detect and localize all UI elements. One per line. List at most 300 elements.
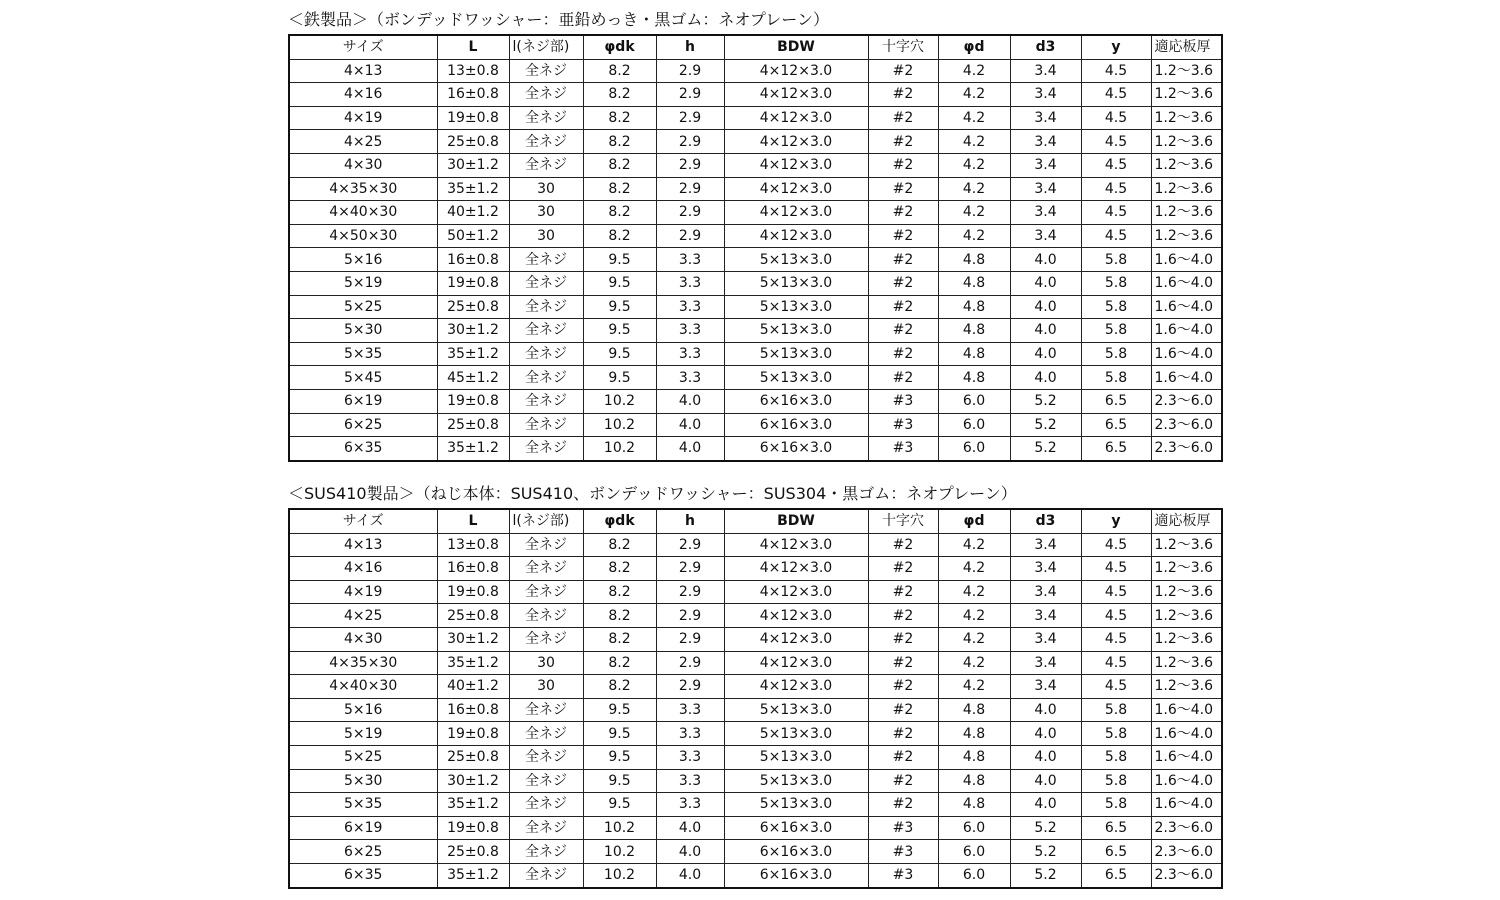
table-cell: 9.5 (583, 722, 656, 746)
table-cell: 5.8 (1081, 319, 1151, 343)
table-cell: #3 (868, 840, 938, 864)
table-cell: 9.5 (583, 793, 656, 817)
table-row (289, 557, 1222, 581)
table-cell: #2 (868, 533, 938, 557)
table-cell: #2 (868, 83, 938, 107)
table-cell: 5×25 (289, 745, 437, 769)
table-row (289, 130, 1222, 154)
table-cell: 30 (509, 201, 583, 225)
table-cell: 2.3〜6.0 (1151, 389, 1222, 413)
table-cell: 4×12×3.0 (724, 651, 868, 675)
table-cell: 4.0 (1010, 319, 1081, 343)
table-cell: 4.2 (938, 59, 1010, 83)
table-cell: 35±1.2 (437, 342, 509, 366)
table-cell: 2.9 (656, 651, 724, 675)
table-cell: 4.8 (938, 793, 1010, 817)
table-cell: 30 (509, 675, 583, 699)
table-cell: 1.6〜4.0 (1151, 295, 1222, 319)
table-cell: 全ネジ (509, 437, 583, 461)
table-cell: 1.2〜3.6 (1151, 604, 1222, 628)
table-cell: #2 (868, 580, 938, 604)
table-cell: 4.8 (938, 745, 1010, 769)
table-cell: 6×16×3.0 (724, 437, 868, 461)
table-cell: 2.9 (656, 557, 724, 581)
column-header: φd (938, 509, 1010, 533)
table-caption: ＜鉄製品＞（ボンデッドワッシャー：亜鉛めっき・黒ゴム：ネオプレーン） (288, 10, 829, 29)
table-cell: 4.0 (656, 389, 724, 413)
table-row (289, 651, 1222, 675)
table-cell: 1.2〜3.6 (1151, 224, 1222, 248)
table-cell: 6×19 (289, 816, 437, 840)
table-cell: 全ネジ (509, 153, 583, 177)
table-cell: 6.5 (1081, 389, 1151, 413)
table-cell: 30 (509, 177, 583, 201)
table-cell: 3.3 (656, 366, 724, 390)
spec-table (288, 508, 1223, 889)
table-cell: #2 (868, 342, 938, 366)
table-cell: 全ネジ (509, 366, 583, 390)
table-row (289, 224, 1222, 248)
table-cell: 9.5 (583, 319, 656, 343)
table-cell: 5×13×3.0 (724, 793, 868, 817)
table-cell: 3.4 (1010, 580, 1081, 604)
column-header: h (656, 509, 724, 533)
table-cell: 19±0.8 (437, 580, 509, 604)
table-cell: #2 (868, 557, 938, 581)
table-cell: 30 (509, 651, 583, 675)
table-row (289, 698, 1222, 722)
table-cell: 10.2 (583, 840, 656, 864)
column-header: h (656, 35, 724, 59)
table-cell: 4×35×30 (289, 651, 437, 675)
table-row (289, 863, 1222, 887)
table-cell: #2 (868, 59, 938, 83)
table-cell: 8.2 (583, 130, 656, 154)
table-cell: 2.9 (656, 153, 724, 177)
table-cell: 全ネジ (509, 533, 583, 557)
table-row (289, 437, 1222, 461)
table-cell: 4.8 (938, 248, 1010, 272)
table-cell: 2.9 (656, 59, 724, 83)
table-cell: 4.2 (938, 533, 1010, 557)
table-cell: 5×35 (289, 342, 437, 366)
table-row (289, 580, 1222, 604)
table-cell: 3.3 (656, 342, 724, 366)
table-cell: 6.0 (938, 816, 1010, 840)
table-cell: #2 (868, 248, 938, 272)
table-cell: 全ネジ (509, 745, 583, 769)
table-cell: 6×16×3.0 (724, 389, 868, 413)
table-cell: #2 (868, 106, 938, 130)
table-cell: 4.8 (938, 271, 1010, 295)
table-cell: 6.5 (1081, 816, 1151, 840)
table-cell: 4.5 (1081, 130, 1151, 154)
table-cell: 6×19 (289, 389, 437, 413)
column-header: BDW (724, 509, 868, 533)
column-header: サイズ (289, 35, 437, 59)
table-cell: 全ネジ (509, 83, 583, 107)
table-cell: 8.2 (583, 201, 656, 225)
table-cell: 3.3 (656, 271, 724, 295)
table-cell: #3 (868, 389, 938, 413)
table-cell: 6.5 (1081, 413, 1151, 437)
table-cell: 4.2 (938, 83, 1010, 107)
table-cell: 4×12×3.0 (724, 201, 868, 225)
table-cell: 5.8 (1081, 295, 1151, 319)
table-row (289, 177, 1222, 201)
table-cell: 2.9 (656, 177, 724, 201)
table-cell: 1.6〜4.0 (1151, 769, 1222, 793)
table-cell: 25±0.8 (437, 745, 509, 769)
table-cell: 全ネジ (509, 557, 583, 581)
table-cell: 13±0.8 (437, 59, 509, 83)
column-header: d3 (1010, 35, 1081, 59)
table-cell: 4×16 (289, 557, 437, 581)
table-cell: 全ネジ (509, 840, 583, 864)
table-cell: 2.9 (656, 604, 724, 628)
table-cell: 6.0 (938, 863, 1010, 887)
table-cell: 4×19 (289, 106, 437, 130)
table-cell: 10.2 (583, 413, 656, 437)
table-cell: 1.6〜4.0 (1151, 722, 1222, 746)
table-cell: 5×13×3.0 (724, 366, 868, 390)
table-cell: 4.8 (938, 342, 1010, 366)
table-cell: 4.0 (1010, 342, 1081, 366)
table-cell: 5×13×3.0 (724, 248, 868, 272)
table-row (289, 295, 1222, 319)
table-cell: 2.3〜6.0 (1151, 816, 1222, 840)
table-cell: 9.5 (583, 698, 656, 722)
column-header: l(ネジ部) (509, 35, 583, 59)
column-header: φdk (583, 35, 656, 59)
table-cell: 全ネジ (509, 722, 583, 746)
table-cell: 4.8 (938, 769, 1010, 793)
table-cell: 19±0.8 (437, 389, 509, 413)
table-cell: 5.2 (1010, 413, 1081, 437)
table-row (289, 389, 1222, 413)
table-cell: 4×16 (289, 83, 437, 107)
table-cell: 全ネジ (509, 580, 583, 604)
table-cell: 全ネジ (509, 295, 583, 319)
table-cell: 全ネジ (509, 413, 583, 437)
table-cell: #2 (868, 627, 938, 651)
table-cell: 30±1.2 (437, 319, 509, 343)
table-cell: 3.4 (1010, 651, 1081, 675)
table-cell: 4.8 (938, 295, 1010, 319)
table-cell: 4.2 (938, 557, 1010, 581)
table-cell: 3.3 (656, 698, 724, 722)
table-cell: #2 (868, 319, 938, 343)
table-cell: 3.4 (1010, 201, 1081, 225)
table-cell: 4.5 (1081, 533, 1151, 557)
table-cell: 8.2 (583, 106, 656, 130)
table-cell: 4.0 (1010, 722, 1081, 746)
table-cell: 3.4 (1010, 83, 1081, 107)
table-cell: 40±1.2 (437, 201, 509, 225)
table-cell: 3.4 (1010, 130, 1081, 154)
table-cell: 6.0 (938, 840, 1010, 864)
table-row (289, 769, 1222, 793)
table-cell: 3.3 (656, 295, 724, 319)
table-cell: 13±0.8 (437, 533, 509, 557)
table-cell: 10.2 (583, 389, 656, 413)
table-cell: 5×13×3.0 (724, 295, 868, 319)
table-cell: 2.3〜6.0 (1151, 413, 1222, 437)
table-cell: 6×16×3.0 (724, 863, 868, 887)
table-cell: 2.9 (656, 627, 724, 651)
table-cell: 4.5 (1081, 177, 1151, 201)
table-cell: 4.5 (1081, 59, 1151, 83)
table-cell: 4.2 (938, 130, 1010, 154)
table-cell: 4.0 (1010, 698, 1081, 722)
table-cell: 1.6〜4.0 (1151, 793, 1222, 817)
table-cell: 5×13×3.0 (724, 745, 868, 769)
table-row (289, 675, 1222, 699)
table-cell: 4.2 (938, 675, 1010, 699)
table-cell: #2 (868, 651, 938, 675)
table-cell: 2.3〜6.0 (1151, 437, 1222, 461)
table-cell: 全ネジ (509, 627, 583, 651)
table-row (289, 745, 1222, 769)
table-cell: 5.8 (1081, 722, 1151, 746)
table-cell: 19±0.8 (437, 271, 509, 295)
table-cell: 5.8 (1081, 769, 1151, 793)
table-row (289, 271, 1222, 295)
table-cell: #2 (868, 604, 938, 628)
table-cell: #2 (868, 224, 938, 248)
table-cell: 4.5 (1081, 201, 1151, 225)
table-cell: 全ネジ (509, 863, 583, 887)
table-cell: 3.4 (1010, 153, 1081, 177)
table-cell: 4×19 (289, 580, 437, 604)
section-sus410 (288, 482, 1223, 889)
table-cell: 2.9 (656, 83, 724, 107)
table-cell: 4.8 (938, 722, 1010, 746)
table-cell: 4.0 (1010, 248, 1081, 272)
table-row (289, 604, 1222, 628)
table-cell: 9.5 (583, 271, 656, 295)
table-cell: 4×25 (289, 604, 437, 628)
table-cell: 4.2 (938, 106, 1010, 130)
table-cell: 19±0.8 (437, 816, 509, 840)
table-cell: 4×30 (289, 627, 437, 651)
table-cell: 4.0 (656, 816, 724, 840)
table-cell: 4.5 (1081, 557, 1151, 581)
table-cell: 3.3 (656, 745, 724, 769)
table-cell: 3.4 (1010, 533, 1081, 557)
table-cell: 5×16 (289, 248, 437, 272)
table-cell: 8.2 (583, 580, 656, 604)
table-cell: 1.2〜3.6 (1151, 130, 1222, 154)
table-cell: 1.2〜3.6 (1151, 59, 1222, 83)
table-cell: #3 (868, 816, 938, 840)
table-cell: 3.4 (1010, 675, 1081, 699)
table-cell: 4.2 (938, 153, 1010, 177)
column-header: y (1081, 35, 1151, 59)
table-cell: 2.9 (656, 201, 724, 225)
table-cell: 4×12×3.0 (724, 59, 868, 83)
table-row (289, 106, 1222, 130)
table-cell: 1.2〜3.6 (1151, 153, 1222, 177)
table-cell: 5.8 (1081, 793, 1151, 817)
table-cell: #2 (868, 271, 938, 295)
table-cell: 4.0 (656, 840, 724, 864)
table-cell: #2 (868, 722, 938, 746)
table-cell: 4×12×3.0 (724, 153, 868, 177)
table-cell: 40±1.2 (437, 675, 509, 699)
table-cell: 5.8 (1081, 745, 1151, 769)
table-cell: 5×45 (289, 366, 437, 390)
column-header: 適応板厚 (1151, 509, 1222, 533)
table-cell: 5.2 (1010, 437, 1081, 461)
table-cell: 5×13×3.0 (724, 722, 868, 746)
table-cell: 19±0.8 (437, 722, 509, 746)
table-cell: 1.2〜3.6 (1151, 557, 1222, 581)
table-cell: 35±1.2 (437, 651, 509, 675)
table-cell: #2 (868, 769, 938, 793)
table-cell: 4×40×30 (289, 201, 437, 225)
table-cell: 10.2 (583, 816, 656, 840)
table-cell: 3.4 (1010, 224, 1081, 248)
table-row (289, 366, 1222, 390)
table-cell: 4.2 (938, 651, 1010, 675)
table-cell: 4.0 (1010, 745, 1081, 769)
table-cell: 6.0 (938, 437, 1010, 461)
table-cell: 35±1.2 (437, 863, 509, 887)
table-cell: 4×12×3.0 (724, 106, 868, 130)
table-cell: 2.9 (656, 675, 724, 699)
table-cell: 30±1.2 (437, 153, 509, 177)
table-row (289, 153, 1222, 177)
table-cell: 6.5 (1081, 840, 1151, 864)
table-cell: 3.4 (1010, 59, 1081, 83)
table-cell: 4.8 (938, 319, 1010, 343)
table-cell: #3 (868, 413, 938, 437)
table-cell: 3.4 (1010, 627, 1081, 651)
table-cell: 6.5 (1081, 863, 1151, 887)
table-row (289, 722, 1222, 746)
table-cell: 4×40×30 (289, 675, 437, 699)
table-cell: 9.5 (583, 295, 656, 319)
table-row (289, 342, 1222, 366)
table-cell: 1.6〜4.0 (1151, 342, 1222, 366)
column-header: 適応板厚 (1151, 35, 1222, 59)
table-cell: 4.8 (938, 698, 1010, 722)
table-cell: 全ネジ (509, 816, 583, 840)
table-cell: 1.2〜3.6 (1151, 651, 1222, 675)
table-cell: 6×35 (289, 437, 437, 461)
table-cell: 8.2 (583, 153, 656, 177)
table-cell: 5.2 (1010, 863, 1081, 887)
table-cell: #2 (868, 153, 938, 177)
column-header: φdk (583, 509, 656, 533)
table-cell: 2.3〜6.0 (1151, 840, 1222, 864)
table-cell: 8.2 (583, 177, 656, 201)
table-cell: 全ネジ (509, 319, 583, 343)
table-cell: 5.8 (1081, 366, 1151, 390)
table-cell: 1.2〜3.6 (1151, 83, 1222, 107)
table-cell: 4×12×3.0 (724, 224, 868, 248)
table-cell: 5×13×3.0 (724, 319, 868, 343)
header-row (289, 509, 1222, 533)
table-caption: ＜SUS410製品＞（ねじ本体：SUS410、ボンデッドワッシャー：SUS304・黒ゴム：ネオプレーン） (288, 484, 1017, 503)
table-cell: 1.6〜4.0 (1151, 271, 1222, 295)
table-cell: 1.2〜3.6 (1151, 533, 1222, 557)
table-cell: 6×25 (289, 413, 437, 437)
table-cell: 4.5 (1081, 604, 1151, 628)
table-cell: 4×12×3.0 (724, 580, 868, 604)
table-cell: 10.2 (583, 437, 656, 461)
table-cell: #2 (868, 793, 938, 817)
table-row (289, 840, 1222, 864)
table-cell: 1.2〜3.6 (1151, 675, 1222, 699)
table-cell: 2.9 (656, 224, 724, 248)
table-cell: 全ネジ (509, 342, 583, 366)
table-cell: 9.5 (583, 342, 656, 366)
table-cell: 5×13×3.0 (724, 271, 868, 295)
table-cell: 8.2 (583, 651, 656, 675)
table-cell: 25±0.8 (437, 604, 509, 628)
table-cell: 4×12×3.0 (724, 675, 868, 699)
column-header: d3 (1010, 509, 1081, 533)
table-row (289, 816, 1222, 840)
table-cell: 8.2 (583, 604, 656, 628)
table-cell: 2.9 (656, 533, 724, 557)
table-cell: 全ネジ (509, 106, 583, 130)
column-header: サイズ (289, 509, 437, 533)
table-cell: 4.5 (1081, 580, 1151, 604)
table-cell: 4.2 (938, 177, 1010, 201)
table-cell: #2 (868, 130, 938, 154)
table-cell: 8.2 (583, 83, 656, 107)
table-cell: 8.2 (583, 59, 656, 83)
column-header: L (437, 509, 509, 533)
table-cell: 6×25 (289, 840, 437, 864)
table-cell: 6.0 (938, 413, 1010, 437)
table-cell: 全ネジ (509, 698, 583, 722)
table-row (289, 59, 1222, 83)
table-row (289, 201, 1222, 225)
table-cell: 1.2〜3.6 (1151, 177, 1222, 201)
table-cell: 25±0.8 (437, 130, 509, 154)
table-cell: #2 (868, 675, 938, 699)
table-cell: 4.5 (1081, 83, 1151, 107)
table-cell: 25±0.8 (437, 295, 509, 319)
column-header: 十字穴 (868, 35, 938, 59)
table-cell: #2 (868, 745, 938, 769)
section-iron (288, 8, 1223, 462)
column-header: 十字穴 (868, 509, 938, 533)
table-cell: 19±0.8 (437, 106, 509, 130)
table-cell: 4.0 (656, 437, 724, 461)
table-cell: 6×16×3.0 (724, 816, 868, 840)
table-cell: 2.9 (656, 580, 724, 604)
table-cell: 50±1.2 (437, 224, 509, 248)
table-cell: 2.3〜6.0 (1151, 863, 1222, 887)
table-cell: 2.9 (656, 130, 724, 154)
table-cell: 30 (509, 224, 583, 248)
table-cell: 35±1.2 (437, 177, 509, 201)
table-cell: 全ネジ (509, 793, 583, 817)
table-cell: 4.0 (1010, 295, 1081, 319)
table-cell: 1.6〜4.0 (1151, 366, 1222, 390)
table-cell: 4×35×30 (289, 177, 437, 201)
table-cell: 4.2 (938, 604, 1010, 628)
table-cell: 全ネジ (509, 271, 583, 295)
table-cell: 4.8 (938, 366, 1010, 390)
table-cell: 全ネジ (509, 389, 583, 413)
table-cell: 5×13×3.0 (724, 342, 868, 366)
